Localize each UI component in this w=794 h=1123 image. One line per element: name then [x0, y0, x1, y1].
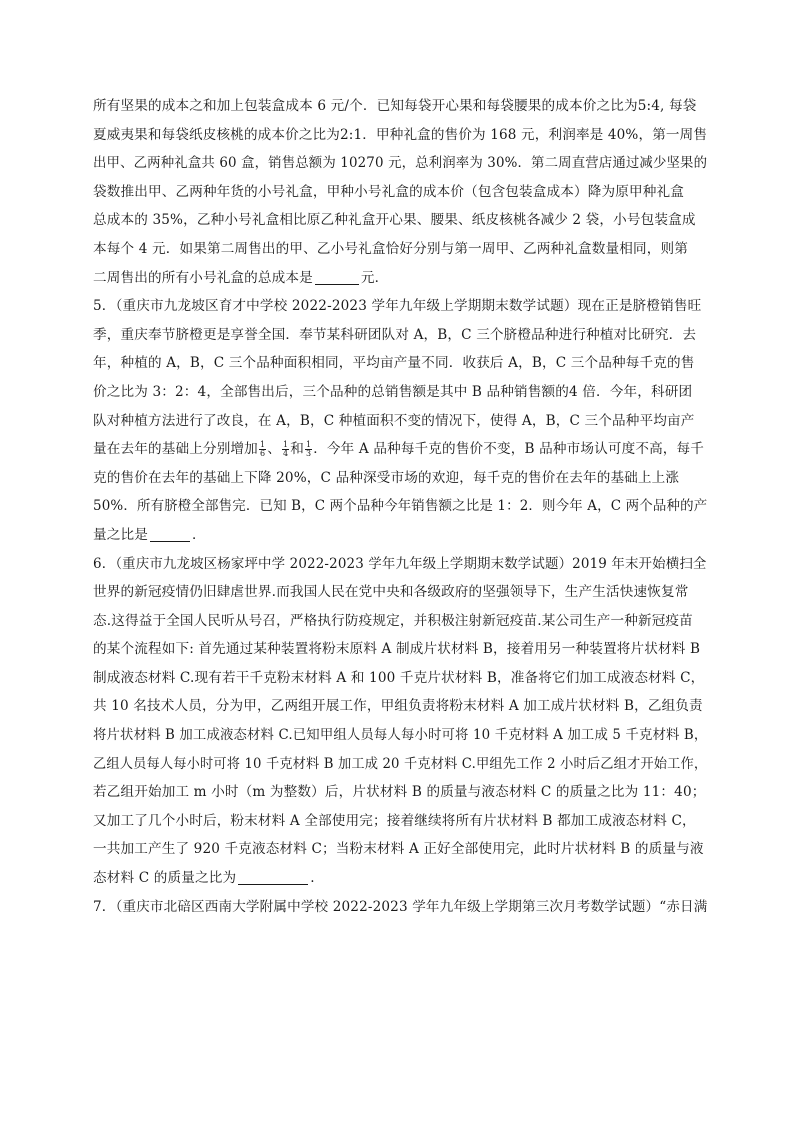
q4-line-7 [93, 264, 707, 293]
document-page [93, 92, 707, 921]
q4-line-3: 出甲、乙两种礼盒共 60 盒，销售总额为 10270 元，总利润率为 30%．第二周直营店通过减少坚果的 [93, 155, 708, 172]
fraction-one-fourth: $\frac{1}{4}$ [282, 440, 289, 459]
answer-blank[interactable] [150, 525, 190, 542]
q6-line-5: 制成液态材料 C.现有若干千克粉末材料 A 和 100 千克片状材料 B，准备将它们加工成液态材料 C， [93, 669, 705, 686]
q5-line-6-text-d: ．今年 A 品种每千克的售价不变，B 品种市场认可度不高，每千 [313, 441, 705, 458]
q6-line-12-end: . [310, 870, 315, 887]
q4-line-6: 本每个 4 元．如果第二周售出的甲、乙小号礼盒恰好分别与第一周甲、乙两种礼盒数量相同，则第 [93, 240, 688, 257]
q6-line-7: 将片状材料 B 加工成液态材料 C.已知甲组人员每人每小时可将 10 千克材料 A 加工成 5 千克材料 B， [93, 727, 708, 744]
q6-line-12 [93, 864, 707, 893]
q4-line-7-end: 元． [360, 269, 389, 286]
q5-line-4: 价之比为 3：2：4，全部售出后，三个品种的总销售额是其中 B 品种销售额的4 倍．今年，科研团 [93, 383, 693, 400]
q4-line-7-text: 二周售出的所有小号礼盒的总成本是 [93, 269, 313, 286]
q7-line-1: 7．（重庆市北碚区西南大学附属中学校 2022-2023 学年九年级上学期第三次月考数学试题）“赤日满 [93, 898, 708, 915]
q6-line-4: 的某个流程如下: 首先通过某种装置将粉末原料 A 制成片状材料 B，接着用另一种装置将片状材料 B [93, 641, 701, 658]
q5-line-3: 年，种植的 A，B，C 三个品种面积相同，平均亩产量不同．收获后 A，B，C 三个品种每千克的售 [93, 355, 695, 372]
q4-line-1: 所有坚果的成本之和加上包装盒成本 6 元/个．已知每袋开心果和每袋腰果的成本价之比为5:4, 每袋 [93, 98, 697, 114]
q6-line-8: 乙组人员每人每小时可将 10 千克材料 B 加工成 20 千克材料 C.甲组先工作 2 小时后乙组才开始工作， [93, 755, 708, 772]
q5-line-5: 队对种植方法进行了改良，在 A，B，C 种植面积不变的情况下，使得 A，B，C 三个品种平均亩产 [93, 412, 695, 429]
q5-line-2: 季，重庆奉节脐橙更是享誉全国．奉节某科研团队对 A，B，C 三个脐橙品种进行种植对比研究．去 [93, 326, 697, 343]
q6-line-10: 又加工了几个小时后，粉末材料 A 全部使用完；接着继续将所有片状材料 B 都加工成液态材料 C， [93, 812, 696, 829]
q5-line-9 [93, 521, 707, 550]
q5-line-6-text-c: 和 [290, 441, 304, 458]
q6-line-9: 若乙组开始加工 m 小时（m 为整数）后，片状材料 B 的质量与液态材料 C 的质量之比为 11：40； [93, 784, 706, 801]
q6-line-2: 世界的新冠疫情仍旧肆虐世界.而我国人民在党中央和各级政府的坚强领导下，生产生活快速恢复常 [93, 584, 689, 601]
q4-line-5: 总成本的 35%，乙种小号礼盒相比原乙种礼盒开心果、腰果、纸皮核桃各减少 2 袋，小号包装盒成 [93, 212, 696, 229]
q6-line-3: 态.这得益于全国人民听从号召，严格执行防疫规定，并积极注射新冠疫苗.某公司生产一种新冠疫苗 [93, 612, 693, 629]
answer-blank[interactable] [315, 268, 359, 285]
q5-line-7: 克的售价在去年的基础上下降 20%，C 品种深受市场的欢迎，每千克的售价在去年的基础上上涨 [93, 469, 680, 486]
q6-line-1: 6．（重庆市九龙坡区杨家坪中学 2022-2023 学年九年级上学期期末数学试题）2019 年末开始横扫全 [93, 555, 707, 572]
q5-line-9-text: 量之比是 [93, 526, 148, 543]
q4-line-4: 袋数推出甲、乙两种年货的小号礼盒，甲种小号礼盒的成本价（包含包装盒成本）降为原甲种礼盒 [93, 183, 684, 200]
fraction-one-sixth: $\frac{1}{6}$ [259, 440, 266, 459]
q5-line-6 [93, 435, 707, 464]
q5-line-9-end: ． [191, 526, 206, 543]
answer-blank[interactable] [238, 868, 308, 885]
q4-line-2: 夏威夷果和每袋纸皮核桃的成本价之比为2:1．甲种礼盒的售价为 168 元，利润率是 40%，第一周售 [93, 126, 708, 143]
q5-line-8: 50%．所有脐橙全部售完．已知 B，C 两个品种今年销售额之比是 1：2．则今年 A，C 两个品种的产 [93, 498, 708, 515]
q5-line-1: 5．（重庆市九龙坡区育才中学校 2022-2023 学年九年级上学期期末数学试题）现在正是脐橙销售旺 [93, 298, 702, 315]
q6-line-6: 共 10 名技术人员，分为甲，乙两组开展工作，甲组负责将粉末材料 A 加工成片状材料 B，乙组负责 [93, 698, 703, 715]
q6-line-11: 一共加工产生了 920 千克液态材料 C；当粉末材料 A 正好全部使用完，此时片状材料 B 的质量与液 [93, 841, 704, 858]
q5-line-6-text-a: 量在去年的基础上分别增加 [93, 441, 258, 458]
q5-line-6-text-b: 、 [267, 441, 281, 458]
fraction-one-third: $\frac{1}{3}$ [305, 440, 312, 459]
q6-line-12-text: 态材料 C 的质量之比为 [93, 870, 237, 887]
